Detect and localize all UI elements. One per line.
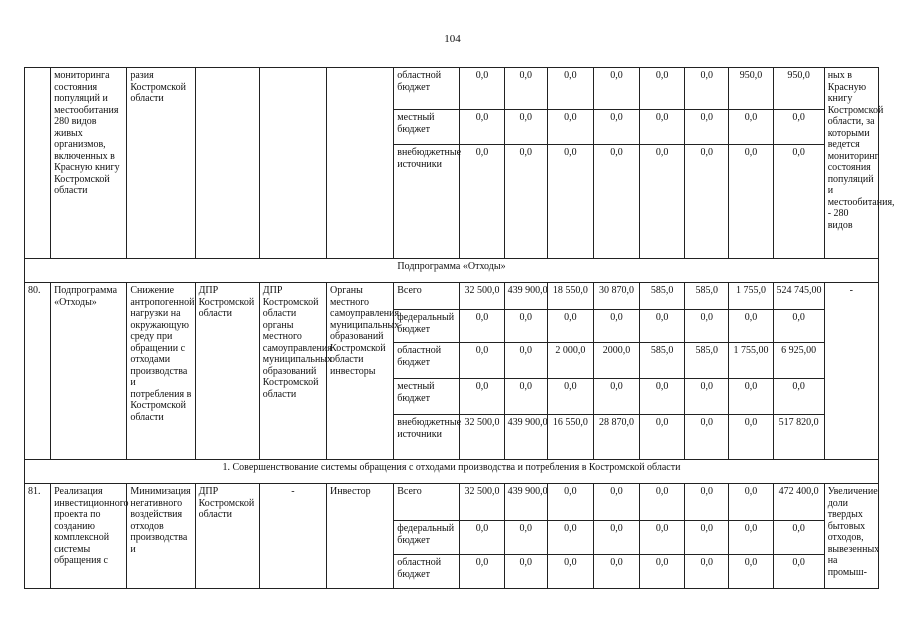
executor: ДПР Костромской области органы местного самоуправления муниципальных образований Костромской области [259, 283, 326, 460]
value-cell: 0,0 [547, 310, 593, 343]
value-cell: 0,0 [729, 555, 773, 589]
funding-source: Всего [394, 484, 460, 521]
value-cell: 0,0 [773, 145, 824, 259]
funding-source: областной бюджет [394, 68, 460, 110]
page-number: 104 [444, 33, 461, 45]
value-cell: 0,0 [773, 379, 824, 415]
value-cell: 2 000,0 [547, 343, 593, 379]
value-cell: 439 900,0 [504, 283, 547, 310]
funding-source: федеральный бюджет [394, 310, 460, 343]
value-cell: 0,0 [547, 484, 593, 521]
row-number: 81. [25, 484, 51, 589]
section-title: 1. Совершенствование системы обращения с отходами производства и потребления в Костромской области [25, 460, 879, 484]
value-cell: 18 550,0 [547, 283, 593, 310]
value-cell: 0,0 [773, 555, 824, 589]
value-cell: 0,0 [640, 555, 685, 589]
expected-result: - [824, 283, 878, 460]
value-cell: 0,0 [685, 484, 729, 521]
value-cell: 472 400,0 [773, 484, 824, 521]
value-cell: 0,0 [504, 379, 547, 415]
co-executor: Инвестор [327, 484, 394, 589]
value-cell: 0,0 [460, 379, 504, 415]
expected-result: Увеличение доли твердых бытовых отходов, вывезенных на промыш- [824, 484, 878, 589]
funding-source: областной бюджет [394, 555, 460, 589]
value-cell: 585,0 [640, 343, 685, 379]
measure-goal: разия Костромской области [127, 68, 195, 259]
value-cell: 0,0 [547, 521, 593, 555]
value-cell: 0,0 [773, 310, 824, 343]
value-cell: 0,0 [773, 521, 824, 555]
table-row [25, 484, 879, 521]
value-cell: 0,0 [460, 555, 504, 589]
program-table [24, 67, 895, 589]
value-cell: 0,0 [729, 379, 773, 415]
value-cell: 0,0 [504, 521, 547, 555]
value-cell: 439 900,0 [504, 484, 547, 521]
value-cell: 0,0 [547, 555, 593, 589]
value-cell: 0,0 [504, 310, 547, 343]
value-cell: 0,0 [685, 310, 729, 343]
value-cell: 0,0 [640, 310, 685, 343]
value-cell: 32 500,0 [460, 484, 504, 521]
value-cell: 0,0 [773, 110, 824, 145]
value-cell: 950,0 [729, 68, 773, 110]
value-cell: 0,0 [547, 145, 593, 259]
measure-name: Подпрограмма «Отходы» [51, 283, 127, 460]
value-cell: 0,0 [504, 343, 547, 379]
value-cell: 0,0 [504, 68, 547, 110]
value-cell: 0,0 [593, 379, 639, 415]
value-cell: 0,0 [685, 415, 729, 460]
value-cell: 28 870,0 [593, 415, 639, 460]
value-cell: 950,0 [773, 68, 824, 110]
co-executor: Органы местного самоуправления муниципальных образований Костромской области инвесторы [327, 283, 394, 460]
value-cell: 0,0 [460, 145, 504, 259]
value-cell: 524 745,00 [773, 283, 824, 310]
funding-source: местный бюджет [394, 110, 460, 145]
value-cell: 0,0 [685, 521, 729, 555]
value-cell: 0,0 [547, 110, 593, 145]
measure-goal: Минимизация негативного воздействия отходов производства и [127, 484, 195, 589]
value-cell: 517 820,0 [773, 415, 824, 460]
value-cell: 0,0 [685, 555, 729, 589]
value-cell: 0,0 [593, 310, 639, 343]
value-cell: 0,0 [640, 379, 685, 415]
customer: ДПР Костромской области [195, 484, 259, 589]
value-cell: 16 550,0 [547, 415, 593, 460]
value-cell: 0,0 [685, 110, 729, 145]
value-cell: 0,0 [640, 68, 685, 110]
funding-source: Всего [394, 283, 460, 310]
value-cell: 0,0 [685, 145, 729, 259]
customer: ДПР Костромской области [195, 283, 259, 460]
value-cell: 0,0 [460, 310, 504, 343]
measure-name: Реализация инвестиционного проекта по созданию комплексной системы обращения с [51, 484, 127, 589]
value-cell: 0,0 [640, 484, 685, 521]
value-cell: 0,0 [504, 555, 547, 589]
funding-source: внебюджетные источники [394, 145, 460, 259]
value-cell: 0,0 [593, 555, 639, 589]
value-cell: 0,0 [460, 68, 504, 110]
table-row [25, 68, 879, 110]
value-cell: 0,0 [640, 521, 685, 555]
value-cell: 0,0 [460, 110, 504, 145]
funding-source: местный бюджет [394, 379, 460, 415]
value-cell: 0,0 [640, 415, 685, 460]
value-cell: 0,0 [729, 310, 773, 343]
value-cell: 1 755,0 [729, 283, 773, 310]
value-cell: 0,0 [547, 68, 593, 110]
value-cell: 585,0 [640, 283, 685, 310]
value-cell: 585,0 [685, 283, 729, 310]
value-cell: 0,0 [593, 68, 639, 110]
value-cell: 585,0 [685, 343, 729, 379]
funding-source: внебюджетные источники [394, 415, 460, 460]
value-cell: 0,0 [547, 379, 593, 415]
value-cell: 0,0 [593, 110, 639, 145]
value-cell: 0,0 [593, 521, 639, 555]
value-cell: 1 755,00 [729, 343, 773, 379]
value-cell: 32 500,0 [460, 415, 504, 460]
value-cell: 0,0 [593, 145, 639, 259]
value-cell: 439 900,0 [504, 415, 547, 460]
value-cell: 0,0 [504, 145, 547, 259]
section-row [25, 259, 879, 283]
section-row [25, 460, 879, 484]
value-cell: 6 925,00 [773, 343, 824, 379]
value-cell: 0,0 [640, 145, 685, 259]
row-number: 80. [25, 283, 51, 460]
value-cell: 0,0 [685, 379, 729, 415]
funding-source: областной бюджет [394, 343, 460, 379]
executor: - [259, 484, 326, 589]
value-cell: 0,0 [729, 415, 773, 460]
value-cell: 0,0 [593, 484, 639, 521]
value-cell: 0,0 [729, 521, 773, 555]
value-cell: 30 870,0 [593, 283, 639, 310]
measure-goal: Снижение антропогенной нагрузки на окружающую среду при обращении с отходами производства и потребления в Костромской области [127, 283, 195, 460]
measure-name: мониторинга состояния популяций и местообитания 280 видов живых организмов, включенных в Красную книгу Костромской области [51, 68, 127, 259]
funding-source: федеральный бюджет [394, 521, 460, 555]
expected-result: ных в Красную книгу Костромской области, за которыми ведется мониторинг состояния популяций и местообитания, - 280 видов [824, 68, 878, 259]
value-cell: 0,0 [640, 110, 685, 145]
value-cell: 0,0 [729, 145, 773, 259]
value-cell: 0,0 [729, 484, 773, 521]
value-cell: 0,0 [460, 521, 504, 555]
table-row [25, 283, 879, 310]
value-cell: 0,0 [685, 68, 729, 110]
value-cell: 0,0 [460, 343, 504, 379]
value-cell: 0,0 [504, 110, 547, 145]
value-cell: 0,0 [729, 110, 773, 145]
section-title: Подпрограмма «Отходы» [25, 259, 879, 283]
value-cell: 2000,0 [593, 343, 639, 379]
value-cell: 32 500,0 [460, 283, 504, 310]
